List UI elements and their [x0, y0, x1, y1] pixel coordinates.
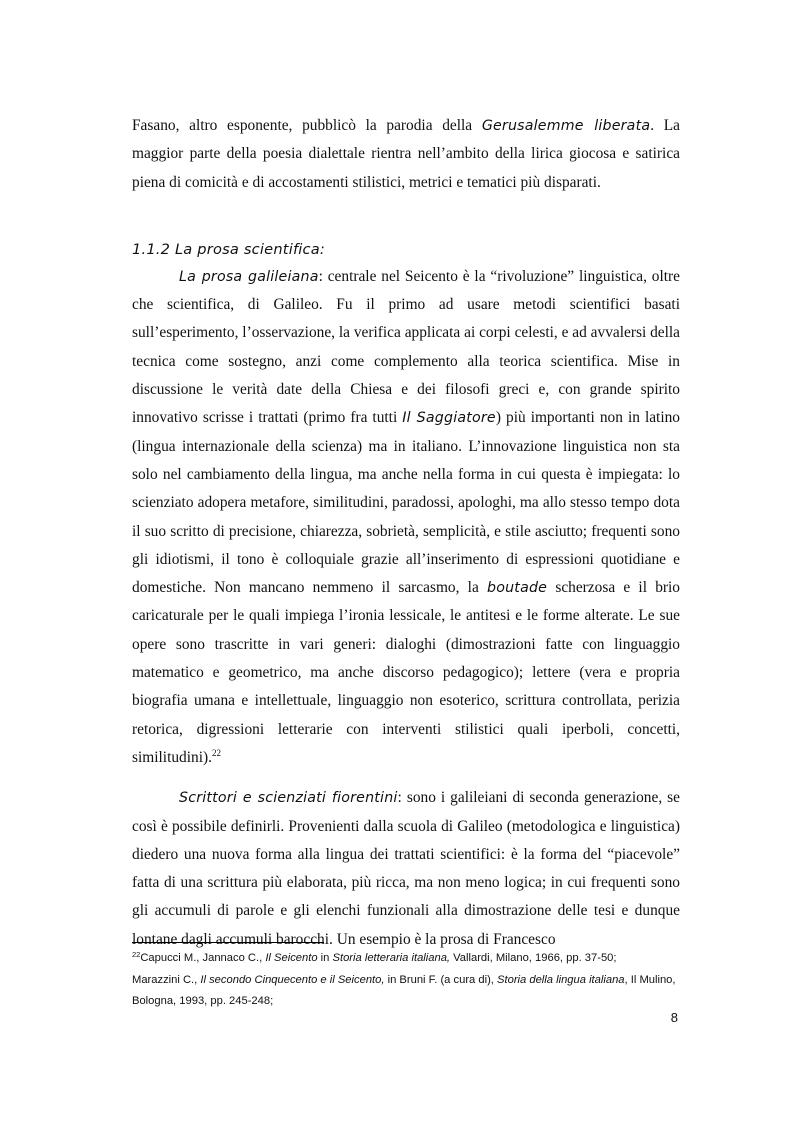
paragraph-lead: Scrittori e scienziati fiorentini [179, 790, 398, 807]
text-run: Vallardi, Milano, 1966, pp. 37-50; [450, 952, 617, 964]
work-title: Storia letteraria italiana, [332, 952, 451, 964]
work-title: Il secondo Cinquecento e il Seicento, [200, 973, 385, 986]
paragraph-intro [132, 112, 680, 197]
text-run: : sono i galileiani di seconda generazione, se così è possibile definirli. Provenienti dalla scuola di Galileo (metodologica e linguistica) diedero una nuova forma alla lingua dei trattati scientifici: è la forma del “piacevole” fatta di una scrittura più elaborata, più ricca, ma non meno logica; in cui frequenti sono gli accumuli di parole e gli elenchi funzionali alla dimostrazione delle tesi e dunque lontane dagli accumuli barocchi. Un esempio è la prosa di Francesco [132, 789, 681, 948]
text-run: ) più importanti non in latino (lingua internazionale della scienza) ma in italiano. L’innovazione linguistica non sta solo nel cambiamento della lingua, ma anche nella forma in cui questa è impiegata: lo scienziato adopera metafore, similitudini, paradossi, apologhi, ma allo stesso tempo dota il suo scritto di precisione, chiarezza, sobrietà, semplicità, e stile asciutto; frequenti sono gli idiotismi, il tono è colloquiale grazie all’inserimento di espressioni quotidiane e domestiche. Non mancano nemmeno il sarcasmo, la [132, 409, 680, 597]
footnote-separator [132, 942, 324, 943]
work-title: Gerusalemme liberata [481, 118, 651, 134]
text-run: Capucci M., Jannaco C., [140, 952, 266, 964]
section-heading: 1.1.2 La prosa scientifica: [132, 240, 326, 258]
text-run: . La maggior parte della poesia dialettale rientra nell’ambito della lirica giocosa e satirica piena di comicità e di accostamenti stilistici, metrici e tematici più disparati. [132, 117, 680, 191]
footnote [132, 948, 684, 1013]
text-run: : centrale nel Seicento è la “rivoluzione” linguistica, oltre che scientifica, di Galileo. Fu il primo ad usare metodi scientifici basati sull’esperimento, l’osservazione, la verifica applicata ai corpi celesti, e ad avvalersi della tecnica come sostegno, anzi come complemento alla teorica scientifica. Mise in discussione le verità date della Chiesa e dei filosofi greci e, con grande spirito innovativo scrisse i trattati (primo fra tutti [132, 267, 680, 427]
text-run: Marazzini C., [132, 973, 201, 986]
page-number: 8 [670, 1010, 678, 1025]
emphasis: boutade [487, 580, 548, 597]
text-run: in [317, 952, 333, 964]
text-run: , Il Mulino, Bologna, 1993, pp. 245-248; [132, 973, 676, 1007]
paragraph-galileo [132, 263, 680, 772]
text-run: scherzosa e il brio caricaturale per le quali impiega l’ironia lessicale, le antitesi e le forme alterate. Le sue opere sono trascritte in vari generi: dialoghi (dimostrazioni fatte con linguaggio matematico e geometrico, ma anche discorso pedagogico); lettere (vera e propria biografia umana e intellettuale, linguaggio non esoterico, scrittura controllata, perizia retorica, digressioni letterarie con interventi stilistici quali iperboli, concetti, similitudini). [132, 579, 680, 766]
work-title: Il Seicento [265, 952, 318, 964]
text-run: Fasano, altro esponente, pubblicò la parodia della [132, 117, 482, 134]
work-title: Il Saggiatore [402, 410, 496, 427]
footnote-ref[interactable]: 22 [211, 747, 221, 758]
paragraph-lead: La prosa galileiana [179, 268, 319, 285]
work-title: Storia della lingua italiana [497, 973, 625, 986]
footnote-number: 22 [132, 950, 141, 959]
main-text [132, 112, 680, 954]
paragraph-fiorentini [132, 784, 680, 954]
text-run: in Bruni F. (a cura di), [384, 973, 498, 986]
